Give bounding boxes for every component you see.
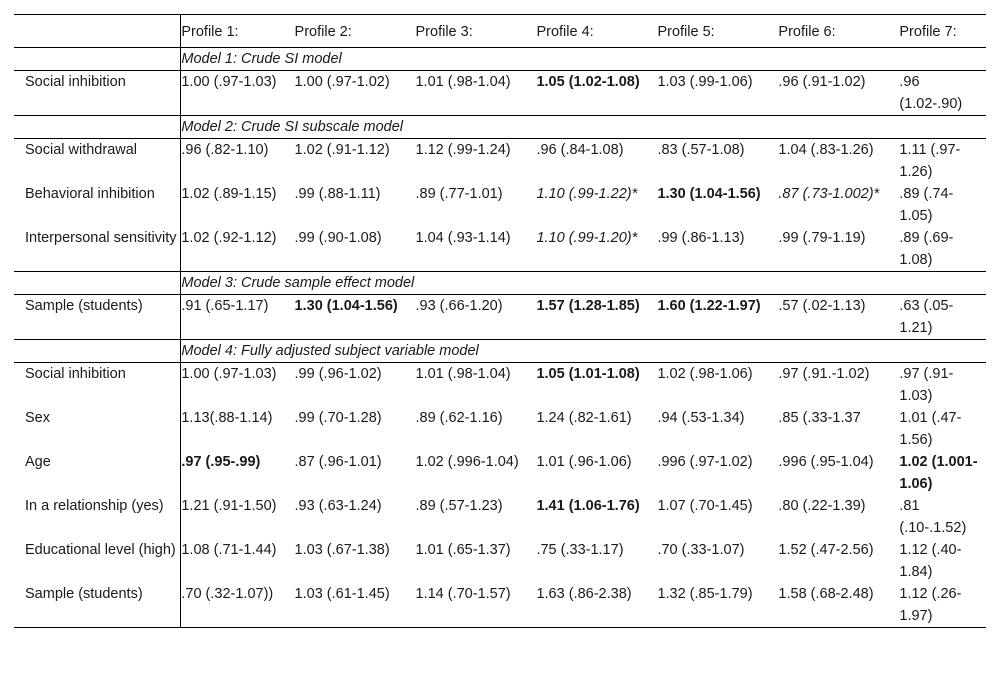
table-cell: .96 (.82-1.10) (181, 139, 295, 184)
header-profile-3: Profile 3: (416, 15, 537, 48)
table-row (14, 407, 986, 451)
table-cell: 1.03 (.99-1.06) (657, 74, 753, 90)
table-cell: .75 (.33-1.17) (536, 542, 624, 558)
header-profile-7: Profile 7: (899, 15, 986, 48)
table-cell: .996 (.95-1.04) (778, 454, 874, 470)
table-cell: 1.00 (.97-1.02) (294, 74, 390, 90)
table-cell: 1.60 (1.22-1.97) (657, 298, 761, 314)
table-cell: .85 (.33-1.37 (778, 410, 861, 426)
table-cell: 1.02 (.92-1.12) (181, 227, 295, 272)
model-title-spacer (14, 272, 181, 295)
table-cell: .99 (.96-1.02) (294, 366, 382, 382)
model-title: Model 1: Crude SI model (181, 48, 986, 71)
table-cell: 1.04 (.83-1.26) (778, 142, 874, 158)
table-cell: 1.03 (.67-1.38) (294, 542, 390, 558)
table-cell: .99 (.88-1.11) (294, 186, 381, 202)
table-cell: .91 (.65-1.17) (181, 295, 295, 340)
table-cell: .93 (.66-1.20) (415, 298, 503, 314)
table-cell: 1.02 (1.001-1.06) (899, 454, 978, 492)
table-cell: 1.63 (.86-2.38) (536, 583, 657, 628)
table-cell: .99 (.70-1.28) (294, 410, 382, 426)
table-cell: .89 (.69-1.08) (899, 230, 954, 268)
table-cell: .70 (.33-1.07) (657, 542, 745, 558)
model-title-spacer (14, 340, 181, 363)
table-cell: .80 (.22-1.39) (778, 498, 866, 514)
table-cell: 1.11 (.97-1.26) (899, 142, 961, 180)
row-label: Sample (students) (14, 583, 181, 628)
table-cell: 1.24 (.82-1.61) (536, 410, 632, 426)
table-cell: 1.01 (.47-1.56) (899, 410, 962, 448)
table-cell: 1.10 (.99-1.20)* (536, 230, 638, 246)
table-cell: .97 (.95-.99) (181, 451, 295, 495)
table-cell: .97 (.91.-1.02) (778, 366, 870, 382)
table-cell: 1.00 (.97-1.03) (181, 363, 295, 408)
table-cell: 1.04 (.93-1.14) (415, 230, 511, 246)
table-cell: .70 (.32-1.07)) (181, 583, 295, 628)
table-row (14, 363, 986, 408)
table-cell: 1.14 (.70-1.57) (416, 583, 537, 628)
row-label: Social withdrawal (25, 142, 138, 158)
row-label: Sex (25, 410, 50, 426)
table-cell: .57 (.02-1.13) (778, 298, 866, 314)
table-cell: 1.03 (.61-1.45) (295, 583, 416, 628)
model-title: Model 3: Crude sample effect model (181, 272, 986, 295)
table-cell: .99 (.79-1.19) (778, 230, 866, 246)
table-row (14, 71, 986, 116)
table-row (14, 183, 986, 227)
odds-ratio-table (14, 14, 986, 628)
table-row (14, 451, 986, 495)
table-cell: .87 (.73-1.002)* (778, 186, 880, 202)
header-profile-6: Profile 6: (778, 15, 899, 48)
table-cell: .83 (.57-1.08) (657, 142, 745, 158)
table-cell: 1.01 (.96-1.06) (536, 454, 632, 470)
table-cell: 1.02 (.91-1.12) (294, 142, 390, 158)
table-cell: 1.58 (.68-2.48) (778, 583, 899, 628)
table-cell: .93 (.63-1.24) (294, 498, 382, 514)
table-cell: .97 (.91-1.03) (899, 366, 954, 404)
table-cell: 1.08 (.71-1.44) (181, 539, 295, 583)
table-cell: 1.05 (1.02-1.08) (536, 74, 640, 90)
table-row (14, 495, 986, 539)
table-cell: .94 (.53-1.34) (657, 410, 745, 426)
table-cell: 1.02 (.98-1.06) (657, 366, 753, 382)
table-cell: .99 (.90-1.08) (294, 230, 382, 246)
table-cell: 1.21 (.91-1.50) (181, 495, 295, 539)
table-row (14, 227, 986, 272)
table-cell: .87 (.96-1.01) (294, 454, 382, 470)
table-cell: 1.01 (.65-1.37) (415, 542, 511, 558)
table-cell: 1.05 (1.01-1.08) (536, 366, 640, 382)
model-title-row (14, 340, 986, 363)
table-cell: .89 (.77-1.01) (415, 186, 503, 202)
table-cell: .89 (.62-1.16) (415, 410, 503, 426)
table-cell: .89 (.57-1.23) (415, 498, 503, 514)
row-label: Interpersonal sensitivity (25, 230, 177, 246)
table-cell: 1.30 (1.04-1.56) (294, 298, 398, 314)
table-cell: .96 (1.02-.90) (899, 74, 963, 112)
table-cell: .96 (.91-1.02) (778, 74, 866, 90)
row-label: Social inhibition (25, 74, 126, 90)
table-cell: 1.02 (.89-1.15) (181, 183, 295, 227)
table-cell: .63 (.05-1.21) (899, 298, 954, 336)
model-title-row (14, 48, 986, 71)
table-cell: 1.41 (1.06-1.76) (536, 498, 640, 514)
table-cell: 1.12 (.40-1.84) (899, 542, 962, 580)
table-row (14, 539, 986, 583)
table-cell: 1.57 (1.28-1.85) (536, 298, 640, 314)
model-title: Model 4: Fully adjusted subject variable model (181, 340, 986, 363)
table-cell: 1.30 (1.04-1.56) (657, 186, 761, 202)
model-title-spacer (14, 116, 181, 139)
table-cell: 1.12 (.26-1.97) (899, 583, 986, 628)
table-row (14, 139, 986, 184)
table-body (14, 15, 986, 628)
table-cell: .996 (.97-1.02) (657, 454, 753, 470)
table-row (14, 295, 986, 340)
header-profile-4: Profile 4: (536, 15, 657, 48)
model-title-row (14, 116, 986, 139)
table-cell: .81 (.10-.1.52) (899, 498, 967, 536)
row-label: Age (25, 454, 51, 470)
row-label: Social inhibition (25, 366, 126, 382)
table-cell: 1.12 (.99-1.24) (415, 142, 511, 158)
table-cell: 1.13(.88-1.14) (181, 407, 295, 451)
table-cell: 1.02 (.996-1.04) (415, 454, 519, 470)
table-cell: 1.52 (.47-2.56) (778, 542, 874, 558)
row-label: Educational level (high) (25, 542, 176, 558)
model-title-spacer (14, 48, 181, 71)
header-profile-2: Profile 2: (295, 15, 416, 48)
table-cell: 1.01 (.98-1.04) (415, 366, 511, 382)
header-profile-5: Profile 5: (657, 15, 778, 48)
model-title-row (14, 272, 986, 295)
row-label: Sample (students) (25, 298, 143, 314)
row-label: Behavioral inhibition (25, 186, 155, 202)
header-empty-cell (14, 15, 181, 48)
header-row (14, 15, 986, 48)
table-cell: 1.00 (.97-1.03) (181, 71, 295, 116)
model-title: Model 2: Crude SI subscale model (181, 116, 986, 139)
table-cell: .96 (.84-1.08) (536, 142, 624, 158)
table-cell: 1.32 (.85-1.79) (657, 583, 778, 628)
table-cell: 1.10 (.99-1.22)* (536, 186, 638, 202)
row-label: In a relationship (yes) (25, 498, 164, 514)
table-cell: 1.01 (.98-1.04) (415, 74, 511, 90)
header-profile-1: Profile 1: (181, 15, 295, 48)
table-row (14, 583, 986, 628)
table-cell: .99 (.86-1.13) (657, 230, 745, 246)
table-cell: .89 (.74-1.05) (899, 186, 954, 224)
table-cell: 1.07 (.70-1.45) (657, 498, 753, 514)
